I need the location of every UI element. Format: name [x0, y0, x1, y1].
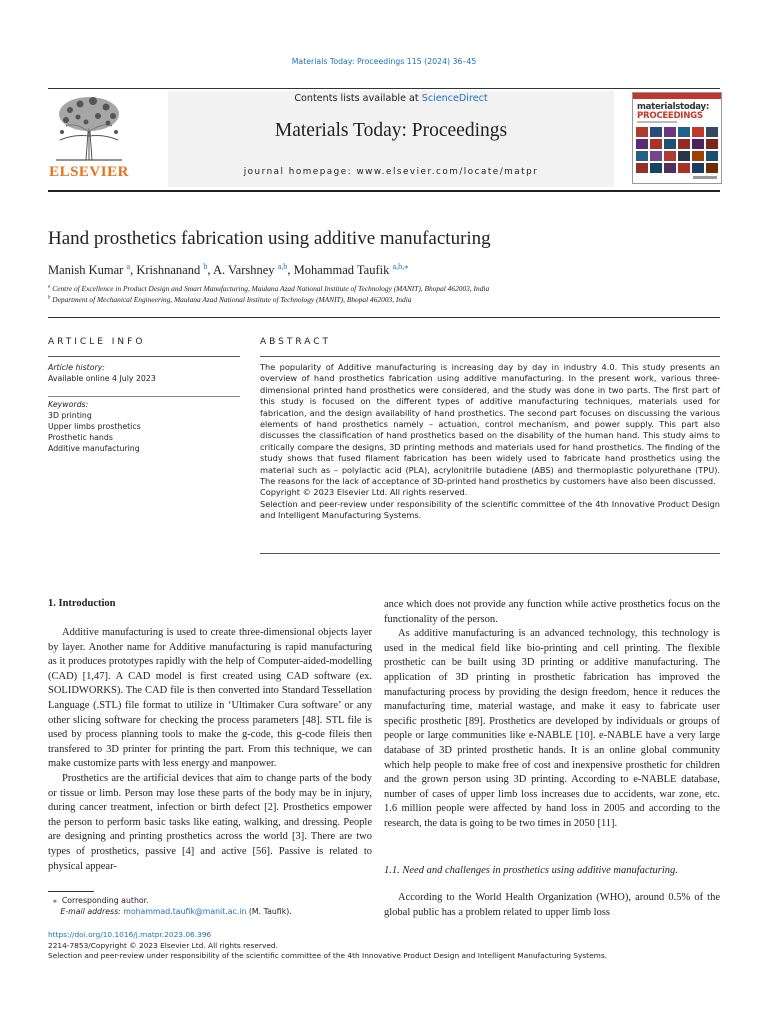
email-label: E-mail address:	[60, 907, 121, 916]
keyword: Additive manufacturing	[48, 444, 140, 453]
body-paragraph: As additive manufacturing is an advanced technology, this technology is used in the medical field like bio-printing and cell printing. The flexible prosthetic can be built using 3D printing or additive manufacturing. The application of 3D printing in prosthetic fabrication has improved the manufacturing process by providing the design freedom, hence it reduces the manufacturing time, material wastage, and make it easy to fabricate user specific prosthetic [89]. Prosthetics are developed by individuals or groups of people or large communities like e-NABLE [10]. e-NABLE have a very large database of 3D printed prosthetic hands. It is an online global community which help people to make free of cost and inexpensive prosthetic for children and the grown person using 3D printing. According to e-NABLE database, number of cases of upper limb loss increases due to accidents, war zone, etc. 1.6 million people were affected by hand loss in 2005 and according to the research, the data is going to be two times in 2050 [11].	[384, 628, 720, 829]
affiliation	[48, 295, 412, 304]
author-affiliation-marker[interactable]: a,b,⁎	[392, 262, 409, 271]
affiliation-text: Department of Mechanical Engineering, Maulana Azad National Institute of Technology (MANIT), Bhopal 462003, India	[52, 295, 412, 304]
affiliation	[48, 284, 489, 293]
divider	[260, 553, 720, 554]
author-name[interactable]: Manish Kumar	[48, 263, 124, 278]
body-paragraph: Prosthetics are the artificial devices that aim to change parts of the body or tissue or limb. Person may lose these parts of the body may be in injury, during cancer treatment, infection or birth defect [2]. Prosthetics empower the person to perform basic tasks like eating, walking, and dressing. People are designing and printing prosthetics across the world [3]. There are two types of prosthetics, passive [4] and active [56]. Passive is related to physical appear-	[48, 772, 372, 872]
affiliation-label: a	[48, 284, 51, 290]
contents-prefix: Contents lists available at	[294, 93, 422, 104]
homepage-link[interactable]: www.elsevier.com/locate/matpr	[356, 167, 539, 177]
body-column-right-continued	[384, 891, 720, 920]
journal-cover-image	[632, 92, 722, 184]
divider	[48, 317, 720, 318]
keywords-label: Keywords:	[48, 400, 89, 409]
section-heading-introduction: 1. Introduction	[48, 598, 116, 609]
doi-link[interactable]: https://doi.org/10.1016/j.matpr.2023.06.396	[48, 930, 212, 939]
keywords-list	[48, 410, 141, 454]
body-column-right	[384, 598, 720, 832]
corresponding-author-footnote	[48, 895, 292, 917]
footer-peer-review: Selection and peer-review under responsibility of the scientific committee of the 4th Innovative Product Design and Intelligent Manufacturing Systems.	[48, 951, 608, 960]
abstract-heading: ABSTRACT	[260, 337, 332, 347]
keyword: 3D printing	[48, 411, 92, 420]
author-name[interactable]: Mohammad Taufik	[293, 263, 390, 278]
author-affiliation-marker[interactable]: b	[203, 262, 208, 271]
cover-title: materialstoday:	[637, 102, 709, 112]
author-list: Manish Kumar $^a$, Krishnanand $^b$, A. Varshney $^{a,b}$, Mohammad Taufik $^{a,b,⁎}$	[48, 262, 409, 278]
author-name[interactable]: Krishnanand	[136, 263, 201, 278]
elsevier-wordmark: ELSEVIER	[49, 164, 129, 180]
divider	[48, 396, 240, 397]
article-history-date: Available online 4 July 2023	[48, 374, 156, 383]
homepage-prefix: journal homepage:	[243, 167, 357, 177]
email-owner: (M. Taufik).	[248, 907, 292, 916]
cover-subtitle: PROCEEDINGS	[637, 111, 703, 121]
footnote-divider	[48, 891, 94, 892]
sciencedirect-link[interactable]: ScienceDirect	[421, 93, 488, 104]
contents-line	[168, 93, 614, 104]
author-name[interactable]: A. Varshney	[212, 263, 275, 278]
divider	[48, 190, 720, 192]
abstract-peer-review: Selection and peer-review under responsibility of the scientific committee of the 4th Innovative Product Design and Intelligent Manufacturing Systems.	[260, 498, 720, 521]
article-title: Hand prosthetics fabrication using additive manufacturing	[48, 228, 491, 249]
divider	[260, 356, 720, 357]
journal-citation[interactable]: Materials Today: Proceedings 115 (2024) 36–45	[291, 57, 477, 66]
author-affiliation-marker[interactable]: a	[126, 262, 131, 271]
journal-title: Materials Today: Proceedings	[274, 120, 508, 141]
subsection-heading: 1.1. Need and challenges in prosthetics using additive manufacturing.	[384, 865, 678, 876]
abstract-copyright: Copyright © 2023 Elsevier Ltd. All rights reserved.	[260, 487, 468, 498]
body-paragraph: According to the World Health Organization (WHO), around 0.5% of the global public has a problem related to upper limb loss	[384, 892, 720, 918]
issn-copyright: 2214-7853/Copyright © 2023 Elsevier Ltd. All rights reserved.	[48, 940, 278, 950]
page-footer	[48, 930, 607, 962]
author-email-link[interactable]: mohammad.taufik@manit.ac.in	[123, 907, 247, 916]
affiliation-label: b	[48, 295, 51, 301]
divider	[48, 88, 720, 89]
article-history-label: Article history:	[48, 363, 105, 372]
keyword: Prosthetic hands	[48, 433, 113, 442]
footnote-label: Corresponding author.	[61, 896, 149, 905]
article-info-heading: ARTICLE INFO	[48, 337, 146, 347]
affiliation-text: Centre of Excellence in Product Design and Smart Manufacturing, Maulana Azad National Institute of Technology (MANIT), Bhopal 462003, India	[52, 284, 490, 293]
body-column-left	[48, 626, 372, 874]
divider	[48, 356, 240, 357]
body-paragraph: ance which does not provide any function while active prosthetics focus on the functionality of the person.	[384, 599, 720, 625]
abstract-paragraph: The popularity of Additive manufacturing is increasing day by day in industry 4.0. This study presents an overview of hand prosthetics fabrication using additive manufacturing. In the present work, various three-dimensional printed hand prosthetics were considered, and the study was done in two parts. The first part of this study is focused on the different types of additive manufacturing techniques, materials used for fabrication, and the design availability of hand prosthetics. The second part focuses on discussing the various elements of hand prosthetics namely – actuation, control mechanism, and power supply. This part also discusses the classification of hand prosthetics based on the disability of the human hand. This study aims to critically compare the designs, 3D printing methods and materials used for hand prosthetics. The finding of the study shows that fused filament fabrication has been widely used to fabricate hand prosthetics using the material such as – polylactic acid (PLA), acrylonitrile butadiene (ABS) and thermoplastic polyurethane (TPU). The reasons for the lack of acceptance of 3D-printed hand prosthetics by customers have also been discussed.	[260, 362, 720, 487]
author-affiliation-marker[interactable]: a,b	[277, 262, 288, 271]
journal-homepage	[168, 167, 614, 177]
footnote-marker: ⁎	[52, 896, 57, 905]
abstract-body	[260, 362, 720, 522]
keyword: Upper limbs prosthetics	[48, 422, 141, 431]
body-paragraph: Additive manufacturing is used to create three-dimensional objects layer by layer. Another name for Additive manufacturing is rapid manufacturing as it produces prototypes rapidly with the help of Computer-aided-modelling (CAD) [1,47]. A CAD model is first created using CAD software (ex. SOLIDWORKS). The CAD file is then converted into Standard Tessellation Language (.STL) file format to utilize in ‘Ultimaker Cura software’ or any other slicing software for checking the process parameters [48]. STL file is used by process planning tools to make the g-code, this g-code fileis then transfered to 3D printer for printing the part. From this technique, we can make customize parts with less energy and manpower.	[48, 627, 372, 770]
